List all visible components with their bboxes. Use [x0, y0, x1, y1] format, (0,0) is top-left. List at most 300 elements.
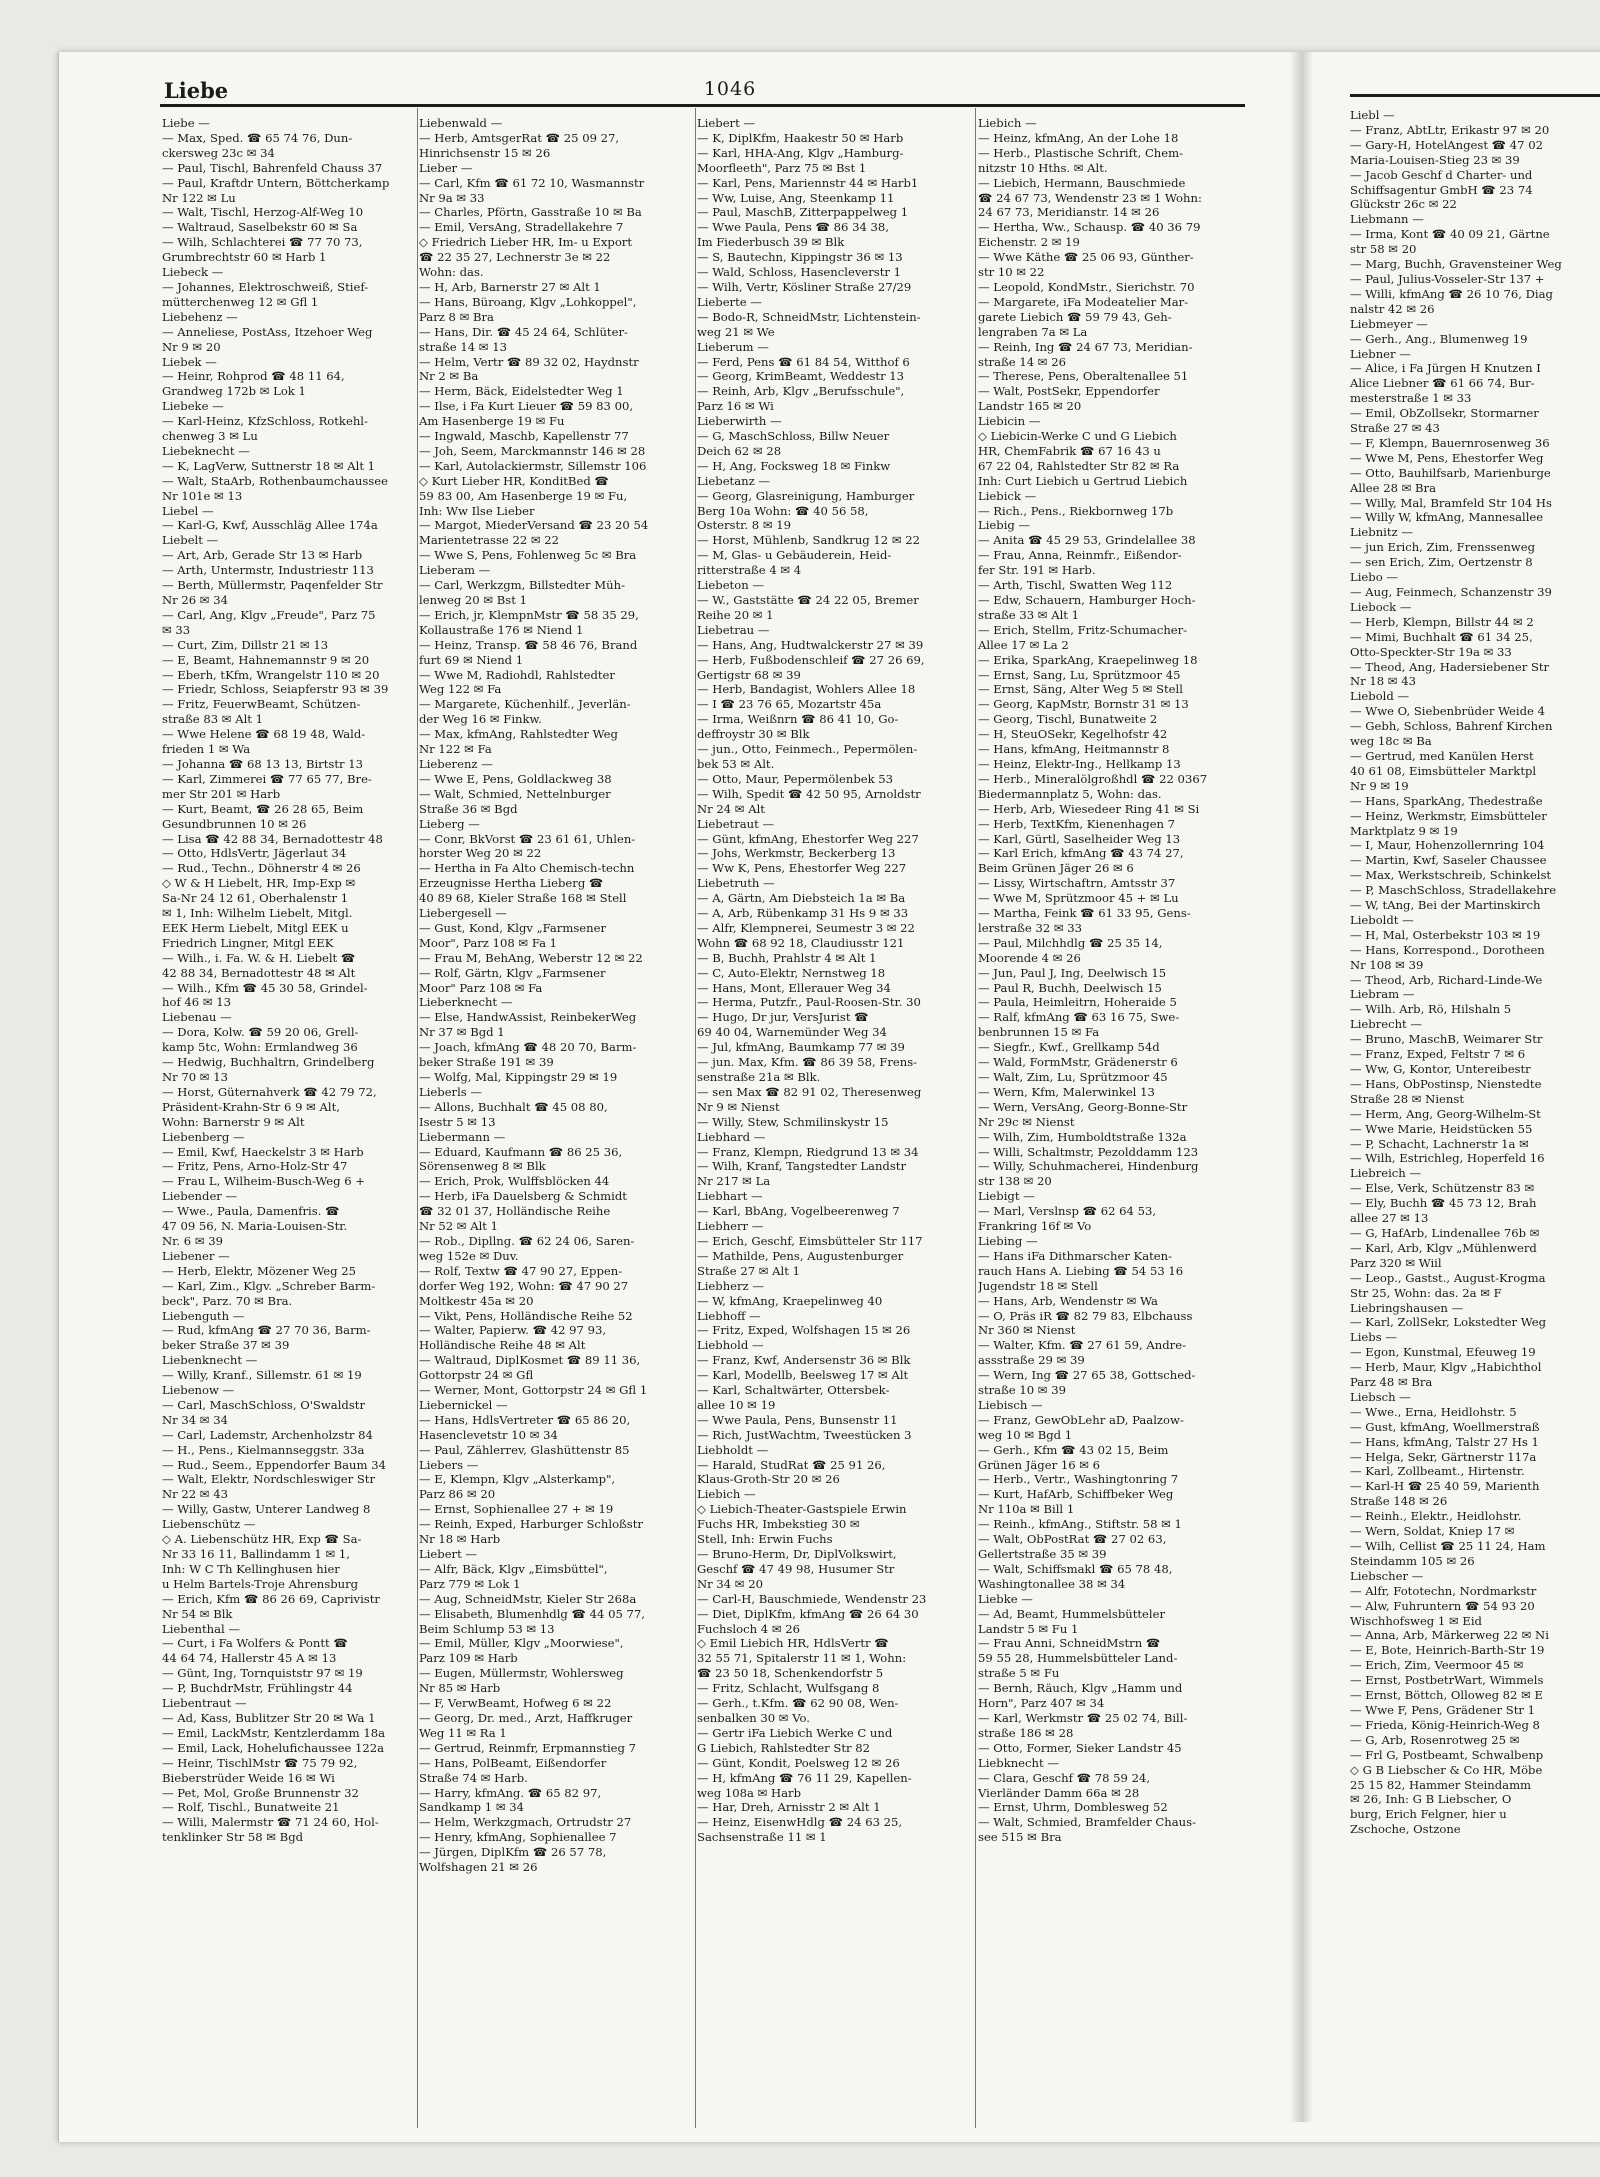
- surname-heading: Lieberam —: [419, 563, 491, 578]
- directory-entry-line: — Frau L, Wilheim-Busch-Weg 6 +: [162, 1174, 365, 1189]
- directory-entry-line: — Alice, i Fa Jürgen H Knutzen I: [1350, 361, 1541, 376]
- directory-entry-line: Wischhofsweg 1 ✉ Eid: [1350, 1613, 1482, 1628]
- directory-entry-line: Nr 9 ✉ 19: [1350, 778, 1409, 793]
- directory-entry-line: — Franz, Exped, Feltstr 7 ✉ 6: [1350, 1047, 1526, 1062]
- directory-entry-line: — Eduard, Kaufmann ☎ 86 25 36,: [419, 1144, 623, 1159]
- directory-entry-line: — Fritz, Exped, Wolfshagen 15 ✉ 26: [697, 1323, 911, 1338]
- directory-entry-line: — Curt, i Fa Wolfers & Pontt ☎: [162, 1636, 348, 1651]
- directory-entry-line: — Hans, Korrespond., Dorotheen: [1350, 942, 1545, 957]
- surname-heading: Liebe —: [162, 116, 210, 130]
- directory-entry-line: — E, Klempn, Klgv „Alsterkamp",: [419, 1472, 616, 1487]
- directory-entry-line: Maria-Louisen-Stieg 23 ✉ 39: [1350, 152, 1520, 167]
- directory-entry-line: — H, kfmAng ☎ 76 11 29, Kapellen-: [697, 1770, 912, 1785]
- directory-entry-line: — Karl, Zollbeamt., Hirtenstr.: [1350, 1464, 1525, 1479]
- directory-entry-line: — Carl, Ang, Klgv „Freude", Parz 75: [162, 607, 376, 622]
- directory-entry-line: — Hans, Ang, Hudtwalckerstr 27 ✉ 39: [697, 637, 924, 652]
- directory-entry-line: Inh: W C Th Kellinghusen hier: [162, 1561, 340, 1576]
- directory-entry-line: — Ww, G, Kontor, Untereibestr: [1350, 1062, 1531, 1076]
- directory-entry-line: — Rich., Pens., Riekbornweg 17b: [978, 503, 1174, 518]
- directory-entry-line: Glückstr 26c ✉ 22: [1350, 197, 1457, 212]
- directory-entry-line: — Hans, ObPostinsp, Nienstedte: [1350, 1076, 1542, 1091]
- directory-entry-line: — P, MaschSchloss, Stradellakehre: [1350, 883, 1557, 898]
- directory-entry-line: ◇ Friedrich Lieber HR, Im- u Export: [419, 235, 632, 250]
- directory-entry-line: — Helga, Sekr, Gärtnerstr 117a: [1350, 1449, 1537, 1464]
- surname-heading: Liebicin —: [978, 414, 1041, 429]
- surname-heading: Liebenberg —: [162, 1129, 245, 1144]
- directory-entry-line: assstraße 29 ✉ 39: [978, 1353, 1085, 1368]
- directory-entry-line: — Wwe Paula, Pens, Bunsenstr 11: [697, 1412, 898, 1427]
- directory-entry-line: kamp 5tc, Wohn: Ermlandweg 36: [162, 1040, 358, 1055]
- directory-entry-line: — Gertr iFa Liebich Werke C und: [697, 1725, 893, 1740]
- directory-entry-line: — Erich, jr, KlempnMstr ☎ 58 35 29,: [419, 607, 639, 622]
- directory-entry-line: — Harald, StudRat ☎ 25 91 26,: [697, 1457, 886, 1472]
- directory-entry-line: ◇ Emil Liebich HR, HdlsVertr ☎: [697, 1636, 889, 1651]
- directory-entry-line: — H, Arb, Barnerstr 27 ✉ Alt 1: [419, 279, 601, 294]
- directory-entry-line: Gesundbrunnen 10 ✉ 26: [162, 816, 307, 831]
- directory-entry-line: Frankring 16f ✉ Vo: [978, 1219, 1092, 1234]
- directory-entry-line: Nr 110a ✉ Bill 1: [978, 1502, 1075, 1517]
- directory-entry-line: — Marl, Verslnsp ☎ 62 64 53,: [978, 1204, 1157, 1219]
- surname-heading: Liebenthal —: [162, 1621, 241, 1636]
- directory-entry-line: — Johs, Werkmstr, Beckerberg 13: [697, 846, 896, 861]
- directory-entry-line: Nr 2 ✉ Ba: [419, 369, 479, 384]
- directory-entry-line: — Lissy, Wirtschaftrn, Amtsstr 37: [978, 876, 1176, 891]
- directory-entry-line: — K, LagVerw, Suttnerstr 18 ✉ Alt 1: [162, 458, 376, 473]
- directory-entry-line: — Willi, Malermstr ☎ 71 24 60, Hol-: [162, 1815, 379, 1830]
- directory-entry-line: — P, Schacht, Lachnerstr 1a ✉: [1350, 1136, 1529, 1151]
- directory-entry-line: 40 89 68, Kieler Straße 168 ✉ Stell: [419, 891, 627, 906]
- directory-entry-line: Grünen Jäger 16 ✉ 6: [978, 1457, 1101, 1472]
- directory-entry-line: Isestr 5 ✉ 13: [419, 1114, 496, 1129]
- surname-heading: Liebeknecht —: [162, 443, 250, 458]
- directory-entry-line: — Günt, Kondit, Poelsweg 12 ✉ 26: [697, 1755, 900, 1770]
- directory-entry-line: — Carl, Kfm ☎ 61 72 10, Wasmannstr: [419, 175, 645, 190]
- directory-entry-line: — Werner, Mont, Gottorpstr 24 ✉ Gfl 1: [419, 1383, 648, 1398]
- directory-entry-line: — Helm, Vertr ☎ 89 32 02, Haydnstr: [419, 354, 639, 369]
- directory-entry-line: — Wwe Marie, Heidstücken 55: [1350, 1121, 1533, 1136]
- directory-entry-line: — Rich, JustWachtm, Tweestücken 3: [697, 1427, 912, 1442]
- directory-entry-line: straße 14 ✉ 26: [978, 354, 1066, 369]
- surname-heading: Liebner —: [1350, 346, 1411, 361]
- directory-entry-line: Otto-Speckter-Str 19a ✉ 33: [1350, 644, 1512, 659]
- directory-entry-line: Nr 18 ✉ 43: [1350, 674, 1416, 689]
- directory-entry-line: 40 61 08, Eimsbütteler Marktpl: [1350, 763, 1537, 778]
- directory-entry-line: — Wwe M, Pens, Ehestorfer Weg: [1350, 450, 1544, 465]
- directory-entry-line: Sachsenstraße 11 ✉ 1: [697, 1830, 827, 1845]
- surname-heading: Liebeck —: [162, 265, 224, 280]
- directory-entry-line: — Wilh, Schlachterei ☎ 77 70 73,: [162, 235, 363, 250]
- directory-entry-line: ☎ 23 50 18, Schenkendorfstr 5: [697, 1666, 884, 1681]
- directory-entry-line: Landstr 165 ✉ 20: [978, 399, 1082, 414]
- directory-entry-line: ◇ Liebich-Theater-Gastspiele Erwin: [697, 1502, 907, 1517]
- directory-entry-line: Nr 108 ✉ 39: [1350, 957, 1424, 972]
- directory-entry-line: — Paul, Milchhdlg ☎ 25 35 14,: [978, 935, 1163, 950]
- directory-entry-line: — Alfr, Fototechn, Nordmarkstr: [1350, 1583, 1537, 1598]
- directory-entry-line: — Else, HandwAssist, ReinbekerWeg: [419, 1010, 637, 1025]
- directory-entry-line: — K, DiplKfm, Haakestr 50 ✉ Harb: [697, 130, 904, 145]
- directory-entry-line: mesterstraße 1 ✉ 33: [1350, 391, 1472, 406]
- directory-entry-line: — Wilh, Zim, Humboldtstraße 132a: [978, 1129, 1187, 1144]
- surname-heading: Liebisch —: [978, 1397, 1043, 1412]
- directory-entry-line: Bieberstrüder Weide 16 ✉ Wi: [162, 1770, 335, 1785]
- directory-entry-line: — Carl, Lademstr, Archenholzstr 84: [162, 1427, 373, 1442]
- surname-heading: Liebreich —: [1350, 1166, 1422, 1181]
- directory-entry-line: — Herb, Klempn, Billstr 44 ✉ 2: [1350, 614, 1534, 629]
- directory-entry-line: Inh: Ww Ilse Lieber: [419, 503, 535, 518]
- directory-entry-line: HR, ChemFabrik ☎ 67 16 43 u: [978, 443, 1161, 458]
- running-head: Liebe: [164, 78, 229, 103]
- directory-entry-line: beck", Parz. 70 ✉ Bra.: [162, 1293, 293, 1308]
- directory-entry-line: Grumbrechtstr 60 ✉ Harb 1: [162, 250, 327, 265]
- directory-entry-line: — Johanna ☎ 68 13 13, Birtstr 13: [162, 756, 363, 771]
- directory-entry-line: — Frau Anni, SchneidMstrn ☎: [978, 1636, 1161, 1651]
- directory-entry-line: ✉ 1, Inh: Wilhelm Liebelt, Mitgl.: [162, 906, 353, 921]
- directory-entry-line: — H, Ang, Focksweg 18 ✉ Finkw: [697, 458, 891, 473]
- directory-entry-line: — Frl G, Postbeamt, Schwalbenp: [1350, 1747, 1544, 1762]
- directory-entry-line: — Rolf, Tischl., Bunatweite 21: [162, 1800, 340, 1815]
- directory-entry-line: — Har, Dreh, Arnisstr 2 ✉ Alt 1: [697, 1800, 881, 1815]
- directory-entry-line: — Paul, Julius-Vosseler-Str 137 +: [1350, 271, 1545, 286]
- directory-entry-line: Geschf ☎ 47 49 98, Husumer Str: [697, 1561, 895, 1576]
- directory-entry-line: — Jacob Geschf d Charter- und: [1350, 167, 1533, 182]
- directory-entry-line: deffroystr 30 ✉ Blk: [697, 727, 810, 742]
- surname-heading: Liebhold —: [697, 1338, 764, 1353]
- directory-entry-line: — Therese, Pens, Oberaltenallee 51: [978, 369, 1189, 384]
- directory-entry-line: Moltkestr 45a ✉ 20: [419, 1293, 534, 1308]
- directory-entry-line: — Rolf, Textw ☎ 47 90 27, Eppen-: [419, 1263, 623, 1278]
- surname-heading: Liebing —: [978, 1233, 1038, 1248]
- directory-entry-line: — Gertrud, Reinmfr, Erpmannstieg 7: [419, 1740, 637, 1755]
- directory-entry-line: — Walt, Zim, Lu, Sprützmoor 45: [978, 1070, 1168, 1084]
- directory-entry-line: — Karl, BbAng, Vogelbeerenweg 7: [697, 1204, 900, 1219]
- directory-entry-line: Nr 18 ✉ Harb: [419, 1532, 501, 1547]
- directory-entry-line: — A, Gärtn, Am Diebsteich 1a ✉ Ba: [697, 891, 906, 906]
- directory-entry-line: Straße 27 ✉ 43: [1350, 421, 1440, 436]
- directory-entry-line: — Ernst, PostbetrWart, Wimmels: [1350, 1673, 1544, 1688]
- directory-entry-line: — Anneliese, PostAss, Itzehoer Weg: [162, 324, 373, 339]
- directory-entry-line: — Heinz, Transp. ☎ 58 46 76, Brand: [419, 637, 638, 652]
- directory-entry-line: Vierländer Damm 66a ✉ 28: [978, 1785, 1140, 1800]
- directory-entry-line: weg 21 ✉ We: [697, 324, 775, 339]
- directory-entry-line: — Rud., Techn., Döhnerstr 4 ✉ 26: [162, 861, 361, 876]
- directory-column-3: [697, 116, 975, 1845]
- surname-heading: Liebringshausen —: [1350, 1300, 1464, 1315]
- directory-entry-line: Nr 85 ✉ Harb: [419, 1681, 501, 1696]
- directory-entry-line: — Paul, MaschB, Zitterpappelweg 1: [697, 205, 909, 220]
- surname-heading: Liebhoff —: [697, 1308, 761, 1323]
- directory-entry-line: — Walt, Schiffsmakl ☎ 65 78 48,: [978, 1561, 1173, 1576]
- directory-entry-line: — Gust, Kond, Klgv „Farmsener: [419, 920, 606, 935]
- directory-entry-line: Nr 26 ✉ 34: [162, 593, 228, 607]
- directory-entry-line: — Gary-H, HotelAngest ☎ 47 02: [1350, 137, 1543, 152]
- directory-entry-line: — Herb, Elektr, Mözener Weg 25: [162, 1263, 357, 1278]
- directory-entry-line: — Ad, Kass, Bublitzer Str 20 ✉ Wa 1: [162, 1710, 376, 1725]
- directory-entry-line: — Georg, KrimBeamt, Weddestr 13: [697, 369, 905, 384]
- directory-entry-line: Moor" Parz 108 ✉ Fa: [419, 980, 543, 995]
- surname-heading: Lieboldt —: [1350, 912, 1414, 927]
- directory-entry-line: — Gerh., t.Kfm. ☎ 62 90 08, Wen-: [697, 1696, 899, 1711]
- directory-entry-line: — Jul, kfmAng, Baumkamp 77 ✉ 39: [697, 1040, 905, 1055]
- directory-entry-line: — Aug, SchneidMstr, Kieler Str 268a: [419, 1591, 637, 1606]
- directory-entry-line: — Hedwig, Buchhaltrn, Grindelberg: [162, 1055, 375, 1070]
- directory-entry-line: Kollaustraße 176 ✉ Niend 1: [419, 622, 584, 637]
- directory-entry-line: — Karl-G, Kwf, Ausschläg Allee 174a: [162, 518, 378, 533]
- directory-entry-line: 42 88 34, Bernadottestr 48 ✉ Alt: [162, 965, 356, 980]
- directory-entry-line: — Max, Sped. ☎ 65 74 76, Dun-: [162, 130, 353, 145]
- surname-heading: Liebs —: [1350, 1330, 1397, 1345]
- directory-entry-line: — Herb, Maur, Klgv „Habichthol: [1350, 1360, 1542, 1375]
- directory-entry-line: Hasenclevetstr 10 ✉ 34: [419, 1427, 558, 1442]
- directory-entry-line: senstraße 21a ✉ Blk.: [697, 1070, 821, 1084]
- directory-entry-line: — Ernst, Sophienallee 27 + ✉ 19: [419, 1502, 614, 1517]
- directory-entry-line: — Charles, Pförtn, Gasstraße 10 ✉ Ba: [419, 205, 642, 220]
- directory-entry-line: — Karl, Zimmerei ☎ 77 65 77, Bre-: [162, 771, 372, 786]
- directory-entry-line: — Rolf, Gärtn, Klgv „Farmsener: [419, 965, 606, 980]
- surname-heading: Liebert —: [419, 1547, 478, 1561]
- directory-entry-line: — Herb., Mineralölgroßhdl ☎ 22 0367: [978, 771, 1208, 786]
- directory-entry-line: Inh: Curt Liebich u Gertrud Liebich: [978, 473, 1188, 488]
- directory-entry-line: 47 09 56, N. Maria-Louisen-Str.: [162, 1219, 348, 1234]
- directory-entry-line: — Johannes, Elektroschweiß, Stief-: [162, 279, 369, 294]
- directory-entry-line: — G, HafArb, Lindenallee 76b ✉: [1350, 1225, 1540, 1240]
- directory-entry-line: — Wald, Schloss, Hasencleverstr 1: [697, 265, 901, 280]
- directory-entry-line: — Curt, Zim, Dillstr 21 ✉ 13: [162, 637, 329, 652]
- directory-entry-line: — Heinr, TischlMstr ☎ 75 79 92,: [162, 1755, 358, 1770]
- directory-entry-line: — Herb., Vertr., Washingtonring 7: [978, 1472, 1179, 1487]
- directory-entry-line: Nr 217 ✉ La: [697, 1174, 771, 1189]
- directory-entry-line: — Henry, kfmAng, Sophienallee 7: [419, 1830, 617, 1845]
- directory-entry-line: — Ferd, Pens ☎ 61 84 54, Witthof 6: [697, 354, 910, 369]
- directory-entry-line: — Elisabeth, Blumenhdlg ☎ 44 05 77,: [419, 1606, 645, 1621]
- directory-entry-line: — Marg, Buchh, Gravensteiner Weg: [1350, 257, 1562, 272]
- directory-entry-line: Wohn ☎ 68 92 18, Claudiusstr 121: [697, 935, 905, 950]
- directory-entry-line: — Georg, Glasreinigung, Hamburger: [697, 488, 915, 503]
- directory-entry-line: Gottorpstr 24 ✉ Gfl: [419, 1368, 534, 1383]
- directory-entry-line: — Else, Verk, Schützenstr 83 ✉: [1350, 1181, 1535, 1196]
- directory-entry-line: — Herb., Plastische Schrift, Chem-: [978, 145, 1184, 160]
- directory-entry-line: — Hans, PolBeamt, Eißendorfer: [419, 1755, 607, 1770]
- directory-entry-line: — Clara, Geschf ☎ 78 59 24,: [978, 1770, 1151, 1785]
- directory-entry-line: — E, Bote, Heinrich-Barth-Str 19: [1350, 1643, 1545, 1658]
- directory-entry-line: — Paul, Kraftdr Untern, Böttcherkamp: [162, 175, 390, 190]
- directory-entry-line: — Hans, Mont, Ellerauer Weg 34: [697, 980, 891, 995]
- surname-heading: Liebhart —: [697, 1189, 763, 1204]
- directory-entry-line: nalstr 42 ✉ 26: [1350, 301, 1435, 316]
- directory-entry-line: — sen Erich, Zim, Oertzenstr 8: [1350, 555, 1533, 570]
- directory-entry-line: Parz 320 ✉ Wiil: [1350, 1255, 1442, 1270]
- directory-entry-line: chenweg 3 ✉ Lu: [162, 429, 258, 444]
- directory-entry-line: nitzstr 10 Hths. ✉ Alt.: [978, 160, 1108, 175]
- directory-entry-line: — Frau, Anna, Reinmfr., Eißendor-: [978, 548, 1182, 563]
- directory-entry-line: — Franz, Kwf, Andersenstr 36 ✉ Blk: [697, 1353, 911, 1368]
- surname-heading: Liebock —: [1350, 599, 1412, 614]
- directory-entry-line: — Mimi, Buchhalt ☎ 61 34 25,: [1350, 629, 1533, 644]
- directory-column-4: [978, 116, 1252, 1845]
- surname-heading: Lieber —: [419, 160, 473, 175]
- directory-entry-line: — Paul R, Buchh, Deelwisch 15: [978, 980, 1162, 995]
- directory-entry-line: Parz 109 ✉ Harb: [419, 1651, 518, 1666]
- directory-entry-line: Parz 8 ✉ Bra: [419, 309, 494, 324]
- directory-entry-line: — Walt, ObPostRat ☎ 27 02 63,: [978, 1532, 1167, 1547]
- page-number: 1046: [703, 78, 757, 100]
- directory-entry-line: — Hertha, Ww., Schausp. ☎ 40 36 79: [978, 220, 1201, 235]
- directory-entry-line: — Ralf, kfmAng ☎ 63 16 75, Swe-: [978, 1010, 1180, 1025]
- directory-entry-line: — Bruno-Herm, Dr, DiplVolkswirt,: [697, 1547, 897, 1561]
- directory-entry-line: Marktplatz 9 ✉ 19: [1350, 823, 1458, 838]
- directory-entry-line: Straße 74 ✉ Harb.: [419, 1770, 528, 1785]
- directory-entry-line: Moor", Parz 108 ✉ Fa 1: [419, 935, 558, 950]
- directory-entry-line: — Ely, Buchh ☎ 45 73 12, Brah: [1350, 1196, 1537, 1211]
- directory-entry-line: Deich 62 ✉ 28: [697, 443, 782, 458]
- surname-heading: Liebmeyer —: [1350, 316, 1428, 331]
- directory-entry-line: — Rob., Dipllng. ☎ 62 24 06, Saren-: [419, 1233, 635, 1248]
- directory-entry-line: — Conr, BkVorst ☎ 23 61 61, Uhlen-: [419, 831, 636, 846]
- directory-entry-line: Horn", Parz 407 ✉ 34: [978, 1696, 1105, 1711]
- directory-entry-line: 59 83 00, Am Hasenberge 19 ✉ Fu,: [419, 488, 628, 503]
- directory-entry-line: Friedrich Lingner, Mitgl EEK: [162, 935, 334, 950]
- directory-entry-line: straße 33 ✉ Alt 1: [978, 607, 1079, 622]
- directory-entry-line: — jun., Otto, Feinmech., Pepermölen-: [697, 742, 918, 757]
- directory-entry-line: — Ernst, Säng, Alter Weg 5 ✉ Stell: [978, 682, 1183, 697]
- directory-entry-line: ☎ 22 35 27, Lechnerstr 3e ✉ 22: [419, 250, 611, 265]
- directory-entry-line: — Hans, Büroang, Klgv „Lohkoppel",: [419, 294, 637, 309]
- directory-entry-line: Parz 48 ✉ Bra: [1350, 1375, 1433, 1390]
- directory-entry-line: — Walt, Tischl, Herzog-Alf-Weg 10: [162, 205, 364, 220]
- directory-entry-line: — Willy, Gastw, Unterer Landweg 8: [162, 1502, 371, 1517]
- directory-entry-line: ☎ 24 67 73, Wendenstr 23 ✉ 1 Wohn:: [978, 190, 1202, 205]
- directory-entry-line: — B, Buchh, Prahlstr 4 ✉ Alt 1: [697, 950, 877, 965]
- directory-entry-line: — Fritz, FeuerwBeamt, Schützen-: [162, 697, 361, 712]
- directory-entry-line: frieden 1 ✉ Wa: [162, 742, 251, 757]
- directory-entry-line: — Irma, Weißnrn ☎ 86 41 10, Go-: [697, 712, 899, 727]
- directory-entry-line: Nr 24 ✉ Alt: [697, 801, 765, 816]
- directory-entry-line: — Bruno, MaschB, Weimarer Str: [1350, 1032, 1543, 1047]
- surname-heading: Lieberte —: [697, 294, 762, 309]
- directory-entry-line: — Theod, Ang, Hadersiebener Str: [1350, 659, 1550, 674]
- surname-heading: Liebener —: [162, 1248, 230, 1263]
- directory-entry-line: Parz 779 ✉ Lok 1: [419, 1576, 521, 1591]
- directory-entry-line: ◇ G B Liebscher & Co HR, Möbe: [1350, 1762, 1543, 1777]
- directory-entry-line: Gertigstr 68 ✉ 39: [697, 667, 801, 682]
- directory-entry-line: — Ww, Luise, Ang, Steenkamp 11: [697, 190, 895, 205]
- surname-heading: Liebrecht —: [1350, 1017, 1422, 1032]
- directory-entry-line: Moorfleeth", Parz 75 ✉ Bst 1: [697, 160, 867, 175]
- directory-entry-line: — Willy W, kfmAng, Mannesallee: [1350, 510, 1544, 525]
- directory-entry-line: — Willy, Mal, Bramfeld Str 104 Hs: [1350, 495, 1552, 510]
- directory-entry-line: str 10 ✉ 22: [978, 265, 1045, 280]
- directory-entry-line: 24 67 73, Meridianstr. 14 ✉ 26: [978, 205, 1160, 220]
- directory-entry-line: Landstr 5 ✉ Fu 1: [978, 1621, 1079, 1636]
- directory-entry-line: — Willy, Stew, Schmilinskystr 15: [697, 1114, 889, 1129]
- directory-entry-line: — Wwe Käthe ☎ 25 06 93, Günther-: [978, 250, 1194, 265]
- surname-heading: Liebig —: [978, 518, 1031, 533]
- directory-entry-line: Präsident-Krahn-Str 6 9 ✉ Alt,: [162, 1099, 340, 1114]
- directory-entry-line: Weg 11 ✉ Ra 1: [419, 1725, 507, 1740]
- directory-entry-line: allee 10 ✉ 19: [697, 1397, 776, 1412]
- directory-entry-line: Eichenstr. 2 ✉ 19: [978, 235, 1080, 250]
- directory-entry-line: — H, Mal, Osterbekstr 103 ✉ 19: [1350, 927, 1541, 942]
- directory-entry-line: EEK Herm Liebelt, Mitgl EEK u: [162, 920, 349, 935]
- directory-entry-line: — Horst, Mühlenb, Sandkrug 12 ✉ 22: [697, 533, 920, 548]
- directory-entry-line: — Karl, Zim., Klgv. „Schreber Barm-: [162, 1278, 376, 1293]
- directory-entry-line: — Ernst, Böttch, Olloweg 82 ✉ E: [1350, 1688, 1543, 1703]
- directory-entry-line: — Frau M, BehAng, Weberstr 12 ✉ 22: [419, 950, 643, 965]
- directory-entry-line: — Fritz, Schlacht, Wulfsgang 8: [697, 1681, 880, 1696]
- directory-entry-line: — Margarete, Küchenhilf., Jeverlän-: [419, 697, 631, 712]
- surname-heading: Liebenow —: [162, 1383, 235, 1398]
- directory-entry-line: — Emil, Lack, Hohelufichaussee 122a: [162, 1740, 385, 1755]
- directory-entry-line: lerstraße 32 ✉ 33: [978, 920, 1083, 935]
- directory-entry-line: — Paul, Zählerrev, Glashüttenstr 85: [419, 1442, 630, 1457]
- surname-heading: Lieberenz —: [419, 756, 493, 771]
- directory-entry-line: — Wwe Helene ☎ 68 19 48, Wald-: [162, 727, 366, 742]
- directory-entry-line: — Paul, Tischl, Bahrenfeld Chauss 37: [162, 160, 383, 175]
- directory-entry-line: Hinrichsenstr 15 ✉ 26: [419, 145, 551, 160]
- surname-heading: Liebnitz —: [1350, 525, 1413, 540]
- directory-entry-line: str 58 ✉ 20: [1350, 242, 1417, 257]
- directory-entry-line: Osterstr. 8 ✉ 19: [697, 518, 791, 533]
- surname-heading: Liebholdt —: [697, 1442, 769, 1457]
- directory-entry-line: — Wwe., Erna, Heidlohstr. 5: [1350, 1404, 1517, 1419]
- directory-entry-line: Grandweg 172b ✉ Lok 1: [162, 384, 306, 399]
- directory-entry-line: — Wilh. Arb, Rö, Hilshaln 5: [1350, 1002, 1512, 1017]
- directory-entry-line: — C, Auto-Elektr, Nernstweg 18: [697, 965, 886, 980]
- directory-entry-line: — Helm, Werkzgmach, Ortrudstr 27: [419, 1815, 632, 1830]
- directory-entry-line: Nr 52 ✉ Alt 1: [419, 1219, 499, 1234]
- directory-entry-line: — Gebh, Schloss, Bahrenf Kirchen: [1350, 719, 1553, 734]
- directory-entry-line: — Fritz, Pens, Arno-Holz-Str 47: [162, 1159, 348, 1174]
- directory-entry-line: Nr 54 ✉ Blk: [162, 1606, 233, 1621]
- directory-entry-line: — Wern, VersAng, Georg-Bonne-Str: [978, 1099, 1188, 1114]
- directory-entry-line: Klaus-Groth-Str 20 ✉ 26: [697, 1472, 840, 1487]
- directory-entry-line: — Wern, Kfm, Malerwinkel 13: [978, 1084, 1155, 1099]
- directory-entry-line: Nr 122 ✉ Lu: [162, 190, 236, 205]
- directory-entry-line: — Erich, Zim, Veermoor 45 ✉: [1350, 1658, 1524, 1673]
- directory-entry-line: ◇ W & H Liebelt, HR, Imp-Exp ✉: [162, 876, 356, 891]
- directory-entry-line: see 515 ✉ Bra: [978, 1830, 1062, 1845]
- directory-entry-line: — Aug, Feinmech, Schanzenstr 39: [1350, 585, 1552, 599]
- surname-heading: Liebetruth —: [697, 876, 775, 891]
- directory-entry-line: Alice Liebner ☎ 61 66 74, Bur-: [1350, 376, 1535, 391]
- directory-entry-line: — Hans, kfmAng, Talstr 27 Hs 1: [1350, 1434, 1539, 1449]
- directory-entry-line: Nr 9 ✉ 20: [162, 339, 221, 354]
- surname-heading: Lieberum —: [697, 339, 769, 354]
- directory-entry-line: — Franz, GewObLehr aD, Paalzow-: [978, 1412, 1184, 1427]
- directory-entry-line: — Max, kfmAng, Rahlstedter Weg: [419, 727, 618, 742]
- directory-column-next-page: [1350, 108, 1600, 1837]
- surname-heading: Liebehenz —: [162, 309, 238, 324]
- surname-heading: Liebenknecht —: [162, 1353, 258, 1368]
- directory-entry-line: — Wwe O, Siebenbrüder Weide 4: [1350, 704, 1545, 719]
- directory-entry-line: — Jun, Paul J, Ing, Deelwisch 15: [978, 965, 1167, 980]
- directory-entry-line: — Bernh, Räuch, Klgv „Hamm und: [978, 1681, 1183, 1696]
- directory-entry-line: — Arth, Untermstr, Industriestr 113: [162, 563, 374, 578]
- directory-entry-line: Jugendstr 18 ✉ Stell: [978, 1278, 1098, 1293]
- surname-heading: Liebke —: [978, 1591, 1033, 1606]
- directory-entry-line: — Dora, Kolw. ☎ 59 20 06, Grell-: [162, 1025, 359, 1040]
- directory-entry-line: — Carl, Werkzgm, Billstedter Müh-: [419, 578, 625, 593]
- surname-heading: Lieberg —: [419, 816, 480, 831]
- directory-entry-line: Wohn: das.: [419, 265, 484, 280]
- directory-entry-line: ◇ Kurt Lieber HR, KonditBed ☎: [419, 473, 609, 488]
- directory-entry-line: Nr 101e ✉ 13: [162, 488, 243, 503]
- directory-entry-line: — Karl, Autolackiermstr, Sillemstr 106: [419, 458, 647, 473]
- directory-entry-line: — Edw, Schauern, Hamburger Hoch-: [978, 593, 1196, 607]
- directory-entry-line: — W., Gaststätte ☎ 24 22 05, Bremer: [697, 593, 919, 607]
- directory-entry-line: burg, Erich Felgner, hier u: [1350, 1807, 1507, 1822]
- directory-entry-line: — Gertrud, med Kanülen Herst: [1350, 748, 1534, 763]
- directory-entry-line: — Wilh, Estrichleg, Hoperfeld 16: [1350, 1151, 1545, 1166]
